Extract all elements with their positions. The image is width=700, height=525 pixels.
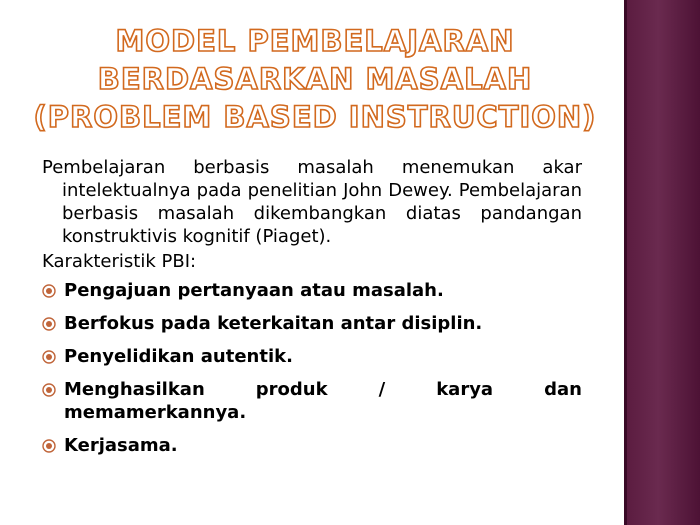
list-item <box>42 378 582 424</box>
intro-paragraph: Pembelajaran berbasis masalah menemukan akar intelektualnya pada penelitian John Dewey. Pembelajaran berbasis masalah dikembangkan diatas pandangan konstruktivis kognitif (Piaget). <box>42 157 582 247</box>
target-bullet-icon <box>42 317 56 331</box>
word: produk <box>255 379 328 400</box>
list-item-text: Pengajuan pertanyaan atau masalah. <box>64 280 444 301</box>
characteristics-list <box>42 279 582 457</box>
word: Menghasilkan <box>64 379 205 400</box>
side-decoration-panel <box>624 0 700 525</box>
list-item <box>42 345 582 368</box>
list-item-text: Kerjasama. <box>64 435 178 456</box>
target-bullet-icon <box>42 439 56 453</box>
word: karya <box>436 379 494 400</box>
target-bullet-icon <box>42 350 56 364</box>
list-item-text: Berfokus pada keterkaitan antar disiplin. <box>64 313 483 334</box>
word: / <box>378 379 386 400</box>
characteristics-heading: Karakteristik PBI: <box>42 251 197 272</box>
list-item-text-line2: memamerkannya. <box>64 402 247 423</box>
list-item <box>42 434 582 457</box>
word: dan <box>544 379 582 400</box>
slide-content <box>42 156 582 467</box>
target-bullet-icon <box>42 383 56 397</box>
list-item <box>42 312 582 335</box>
list-item-text: Penyelidikan autentik. <box>64 346 293 367</box>
slide-title: MODEL PEMBELAJARAN BERDASARKAN MASALAH (PROBLEM BASED INSTRUCTION) <box>33 24 597 134</box>
list-item-text-line1 <box>64 378 582 401</box>
target-bullet-icon <box>42 284 56 298</box>
list-item <box>42 279 582 302</box>
